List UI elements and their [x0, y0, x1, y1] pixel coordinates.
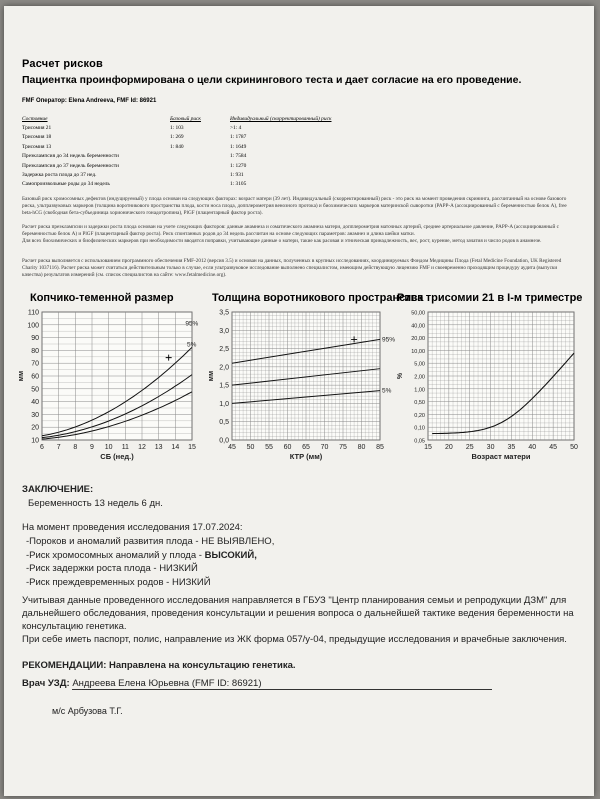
crl-y-tick: 70	[31, 360, 39, 368]
finding-preterm: -Риск преждевременных родов - НИЗКИЙ	[26, 576, 211, 588]
crl-label-5: 5%	[187, 341, 197, 349]
t21-y-tick: 1,00	[414, 387, 425, 394]
risk-row-base: 1: 269	[170, 134, 184, 141]
nt-y-tick: 1,0	[219, 400, 229, 408]
nt-x-tick: 70	[320, 444, 329, 451]
crl-x-tick: 9	[90, 444, 94, 451]
t21-chart	[392, 306, 588, 472]
risk-row-ind: 1: 931	[230, 172, 244, 178]
crl-chart-title: Копчико-теменной размер	[30, 292, 174, 304]
crl-x-tick: 7	[56, 444, 61, 451]
risk-row-ind: 1: 3105	[230, 181, 247, 188]
risk-row-base: 1: 840	[170, 143, 184, 150]
nt-chart-title: Толщина воротникового пространства	[212, 292, 424, 304]
nt-y-tick: 3,5	[219, 309, 229, 317]
crl-x-tick: 11	[121, 444, 129, 451]
crl-x-tick: 6	[40, 444, 44, 451]
note-corrections: Для всех биохимических и биофизических маркеров при необходимости вводятся поправки, учитывающие данные о матери, такие как расовая и этническая принадлежность, вес, рост, курение, метод зачатия и число родов в анамнезе.	[22, 238, 542, 244]
crl-y-tick: 30	[31, 411, 39, 419]
t21-x-tick: 15	[424, 444, 432, 451]
risk-table	[22, 116, 562, 196]
crl-y-label: мм	[18, 370, 25, 382]
risk-row-name: Трисомия 18	[22, 134, 52, 141]
documents-text: При себе иметь паспорт, полис, направление из ЖК форма 057/у-04, предыдущие исследования и врачебные заключения.	[22, 634, 567, 645]
t21-x-label: Возраст матери	[471, 452, 531, 461]
nt-y-tick: 0,0	[219, 437, 229, 445]
t21-y-tick: 0,50	[414, 400, 425, 407]
nt-y-tick: 2,0	[219, 364, 229, 372]
risk-row-ind: 1: 1787	[230, 134, 247, 141]
t21-y-tick: 40,00	[411, 323, 425, 330]
t21-x-tick: 40	[528, 444, 537, 451]
document-page	[4, 6, 594, 796]
consent-line: Пациентка проинформирована о цели скринингового теста и дает согласие на его проведение.	[22, 74, 522, 86]
nt-y-tick: 1,5	[219, 382, 229, 390]
col-individual: Индивидуальный (скорректированный) риск	[230, 116, 332, 122]
note-base-risk: Базовый риск хромосомных дефектов (индуцируемый) у плода основан на следующих факторах: возраст матери (39 лет). Индивидуальный (скорректированный) риск - это риск на момент проведения скрининга, рассчитанный на основе базового риска, ультразвуковых маркеров (толщина воротникового пространства плода, кости носа плода, допплерометрия венозного протока) и биохимических маркеров материнской сыворотки (PAPP-A (ассоциированный с беременностью белок А), free beta-hCG (свободная бета-субъединица хорионического гонадотропина), PlGF (плацентарный фактор роста).	[22, 196, 567, 217]
risk-row-name: Преэклампсия до 37 недель беременности	[22, 162, 119, 169]
nt-y-tick: 3,0	[219, 327, 229, 335]
exam-date-line: На момент проведения исследования 17.07.2024:	[22, 522, 243, 533]
nt-y-label: мм	[208, 370, 215, 382]
risk-row-name: Задержка роста плода до 37 нед.	[22, 172, 97, 178]
page-title: Расчет рисков	[22, 58, 103, 70]
nt-x-label: КТР (мм)	[289, 452, 323, 461]
crl-x-tick: 14	[171, 444, 180, 451]
nt-x-tick: 50	[246, 444, 255, 451]
risk-row-ind: >1: 4	[230, 125, 242, 131]
t21-x-tick: 45	[549, 444, 558, 451]
nt-label-95: 95%	[382, 336, 396, 344]
crl-y-tick: 50	[31, 386, 39, 394]
t21-y-tick: 0,20	[414, 412, 425, 419]
t21-x-tick: 35	[507, 444, 516, 451]
risk-row-name: Самопроизвольные роды до 34 недель	[22, 181, 110, 188]
t21-chart-title: Риск трисомии 21 в I-м триместре	[397, 292, 583, 304]
crl-y-tick: 100	[27, 322, 39, 330]
nt-x-tick: 45	[228, 444, 236, 451]
risk-row-ind: 1: 7584	[230, 153, 247, 160]
crl-x-tick: 13	[154, 444, 163, 451]
referral-text: Учитывая данные проведенного исследования направляется в ГБУЗ "Центр планирования семьи и репродукции ДЗМ" для дальнейшего обследования, проведения консультации и решения вопроса о дальнейшей тактике ведения беременности на консультацию генетика.	[22, 595, 574, 632]
risk-row-name: Трисомия 21	[22, 125, 52, 131]
t21-y-label: %	[397, 372, 404, 380]
doctor-signature-line: Андреева Елена Юрьевна (FMF ID: 86921)	[72, 678, 492, 690]
nurse-line: м/с Арбузова Т.Г.	[52, 706, 123, 716]
operator-line: FMF Оператор: Elena Andreeva, FMF Id: 86921	[22, 98, 157, 104]
nt-y-tick: 0,5	[219, 419, 229, 427]
nt-chart	[202, 306, 396, 472]
nt-x-tick: 85	[376, 444, 384, 451]
finding-growth: -Риск задержки роста плода - НИЗКИЙ	[26, 563, 198, 574]
t21-y-tick: 50,00	[411, 310, 425, 317]
nt-x-tick: 55	[265, 444, 273, 451]
t21-x-tick: 20	[444, 444, 453, 451]
risk-row-ind: 1: 1270	[230, 162, 247, 169]
nt-x-tick: 65	[302, 444, 310, 451]
crl-x-tick: 8	[73, 444, 78, 451]
doctor-line: Врач УЗД: Андреева Елена Юрьевна (FMF ID: 86921)	[22, 678, 492, 690]
t21-y-tick: 5,00	[414, 361, 425, 368]
t21-x-tick: 25	[465, 444, 474, 451]
pregnancy-term: Беременность 13 недель 6 дн.	[28, 498, 163, 509]
risk-row-name: Трисомия 13	[22, 143, 52, 150]
crl-y-tick: 80	[31, 347, 39, 355]
crl-y-tick: 110	[27, 309, 39, 317]
t21-y-tick: 0,10	[414, 425, 425, 432]
nt-y-tick: 2,5	[219, 346, 229, 354]
charts-row	[12, 292, 590, 472]
crl-y-tick: 60	[31, 373, 39, 381]
col-condition: Состояние	[22, 116, 48, 122]
findings-list	[26, 535, 274, 589]
nt-x-tick: 80	[357, 444, 366, 451]
crl-x-tick: 10	[104, 444, 113, 451]
crl-chart	[12, 306, 202, 472]
note-preeclampsia: Расчет риска преэклампсии и задержки роста плода основан на учете следующих факторов: данные анамнеза и соматического анамнеза матери, допплерометрия маточных артерий, среднее артериальное давление, PAPP-A (ассоциированный с беременностью белок А) и PlGF (плацентарный фактор роста). Риск спонтанных родов до 34 недель рассчитан на основе следующих параметров: анамнез и длина шейки матки.	[22, 224, 559, 238]
crl-y-tick: 90	[31, 335, 39, 343]
crl-y-tick: 40	[31, 399, 39, 407]
col-base: Базовый риск	[170, 116, 201, 122]
crl-y-tick: 20	[31, 424, 39, 432]
nt-x-tick: 60	[283, 444, 292, 451]
note-software: Расчет риска выполняется с использованием программного обеспечения FMF-2012 (версия 3.5) и основан на данных, полученных в крупных исследованиях, координируемых Фондом Медицины Плода (Fetal Medicine Foundation, UK Registered Charity 1037116). Расчет риска может считаться действительным только в случае, если ультразвуковое исследование выполнено специалистом, имеющим действующую лицензию FMF и своевременно проходящим процедуру аудита (выпуски качества) результатов измерений (см. список специалистов на сайте: www.fetalmedicine.org).	[22, 258, 562, 279]
t21-y-tick: 20,00	[411, 336, 425, 343]
t21-x-tick: 30	[486, 444, 495, 451]
t21-x-tick: 50	[570, 444, 578, 451]
crl-y-tick: 10	[31, 437, 39, 445]
crl-x-label: СБ (нед.)	[100, 452, 134, 461]
nt-label-5: 5%	[382, 387, 392, 395]
risk-row-name: Преэклампсия до 34 недель беременности	[22, 153, 119, 160]
crl-label-95: 95%	[185, 320, 199, 328]
nt-x-tick: 75	[339, 444, 347, 451]
crl-x-tick: 15	[188, 444, 196, 451]
recommendations: РЕКОМЕНДАЦИИ: Направлена на консультацию генетика.	[22, 660, 296, 671]
risk-row-ind: 1: 1649	[230, 143, 247, 150]
crl-x-tick: 12	[138, 444, 146, 451]
finding-anomalies: -Пороков и аномалий развития плода - НЕ ВЫЯВЛЕНО,	[26, 536, 275, 547]
finding-chromosomal: -Риск хромосомных аномалий у плода - ВЫСОКИЙ,	[26, 549, 257, 561]
t21-y-tick: 10,00	[411, 348, 425, 355]
t21-y-tick: 0,05	[414, 438, 425, 445]
risk-row-base: 1: 103	[170, 125, 184, 131]
conclusion-title: ЗАКЛЮЧЕНИЕ:	[22, 484, 94, 495]
t21-y-tick: 2,00	[414, 374, 425, 381]
